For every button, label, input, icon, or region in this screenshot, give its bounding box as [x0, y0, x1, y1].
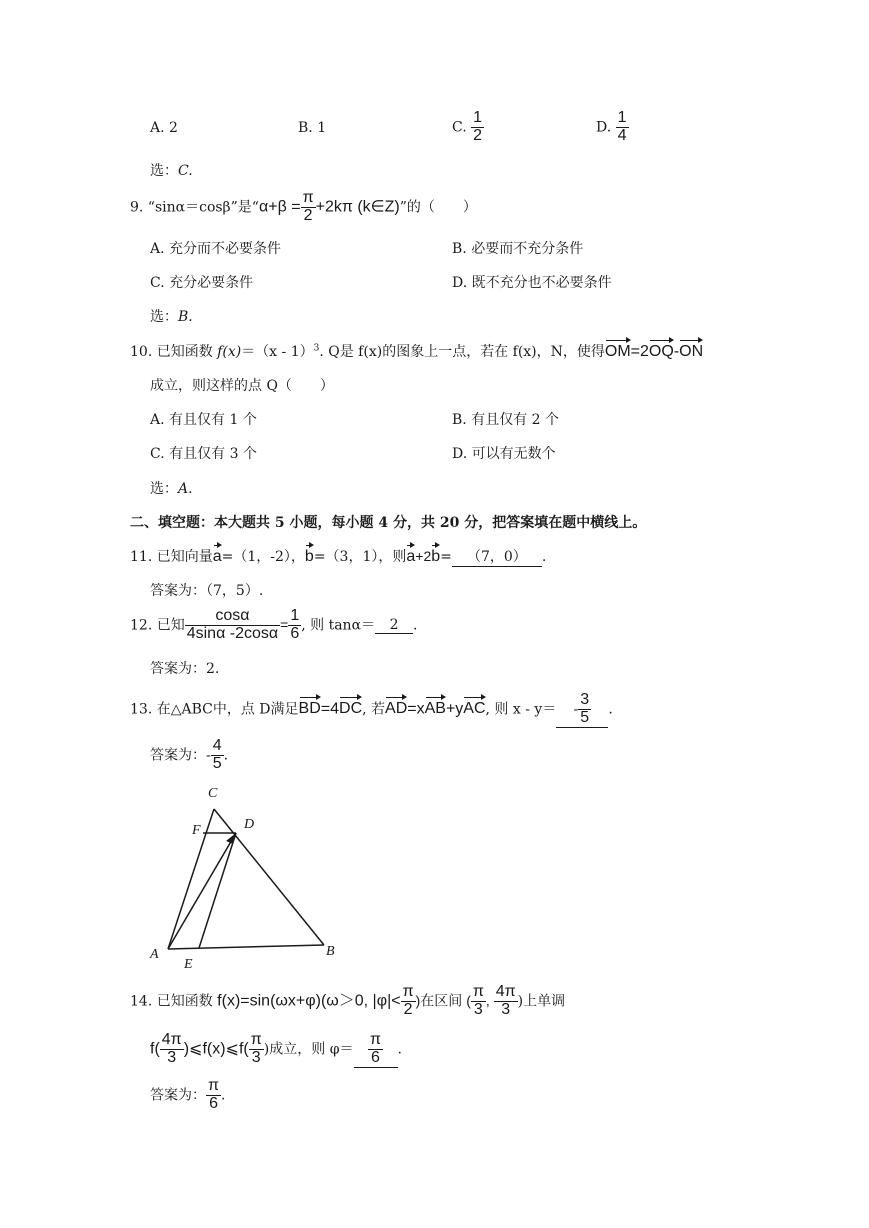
vector-a: a [212, 548, 222, 565]
q8-option-d: D. $\frac{1}{4}$ [596, 109, 627, 144]
q12-answer: 答案为：2. [150, 661, 220, 677]
vector-dc: DC [339, 700, 363, 718]
arrowhead-d [226, 833, 236, 844]
q8-option-c-fraction: $\frac{1}{2}$ [473, 109, 483, 144]
label-e: E [184, 957, 193, 972]
q9-stem: 9. “sinα＝cosβ”是“α+β = $\frac{\pi}{2}$ +2kπ (k∈Z)”的（ ） [130, 189, 477, 224]
label-b: B [326, 944, 335, 959]
q12-fraction: $\frac{\cos\alpha}{4\sin\alpha -2\cos\alpha}$ [186, 607, 279, 642]
q10-option-c: C. 有且仅有 3 个 [150, 446, 257, 462]
vector-om: OM [604, 343, 631, 360]
q8-option-d-fraction: $\frac{1}{4}$ [617, 109, 627, 144]
q10-option-d: D. 可以有无数个 [452, 446, 556, 462]
q14-answer-blank: $\frac{\pi}{6}$ [354, 1032, 398, 1068]
segment-ed [199, 833, 236, 948]
label-a: A [150, 947, 159, 962]
segment-ad [168, 833, 236, 949]
q8-option-a: A. 2 [150, 120, 178, 136]
q13-answer: 答案为：- $\frac{4}{5}$ . [150, 737, 229, 772]
vector-bd: BD [298, 700, 321, 718]
q12-rhs-fraction: $\frac{1}{6}$ [290, 607, 300, 642]
q14-stem-line2: f( $\frac{4\pi}{3}$ )⩽f(x)⩽f( $\frac{\pi}{3}$ )成立，则 φ＝ $\frac{\pi}{6}$ . [150, 1031, 402, 1066]
q9-answer: 选：B. [150, 309, 193, 325]
q10-stem-line2: 成立，则这样的点 Q（ ） [150, 378, 334, 394]
q8-option-c: C. $\frac{1}{2}$ [452, 109, 483, 144]
label-c: C [208, 786, 218, 801]
q13-stem: 13. 在△ABC中，点 D满足BD=4DC, 若AD=xAB+yAC, 则 x - y＝ - $\frac{3}{5}$ . [130, 691, 613, 726]
section-heading: 二、填空题：本大题共 5 小题，每小题 4 分，共 20 分，把答案填在题中横线上。 [130, 515, 647, 531]
q10-option-a: A. 有且仅有 1 个 [150, 412, 257, 428]
q10-stem: 10. 已知函数 f(x)＝（x - 1）$^3$. Q是 f(x)的图象上一点，若在 f(x)，N，使得OM=2OQ-ON [130, 343, 704, 360]
q12-stem: 12. 已知 $\frac{\cos\alpha}{4\sin\alpha -2\cos\alpha}$ = $\frac{1}{6}$ , 则 tanα＝ 2 . [130, 607, 418, 642]
q14-stem: 14. 已知函数 f(x)=sin(ωx+φ)(ω＞0, |φ|< $\frac{\pi}{2}$ )在区间 ( $\frac{\pi}{3}$ , $\frac{4\pi}{3}$ )上单调 [130, 983, 566, 1018]
label-d: D [244, 817, 255, 832]
side-ac [168, 809, 214, 949]
triangle-figure [140, 775, 350, 975]
side-cb [214, 809, 324, 945]
q9-option-a: A. 充分而不必要条件 [150, 241, 282, 257]
q9-option-c: C. 充分必要条件 [150, 275, 254, 291]
q14-answer: 答案为： $\frac{\pi}{6}$ . [150, 1077, 226, 1112]
q8-answer: 选：C. [150, 163, 193, 179]
q8-option-b: B. 1 [298, 120, 327, 136]
vector-oq: OQ [648, 343, 674, 360]
side-ab [168, 945, 324, 949]
q9-option-b: B. 必要而不充分条件 [452, 241, 584, 257]
vector-ac: AC [463, 700, 486, 718]
q9-fraction: $\frac{\pi}{2}$ [302, 189, 314, 224]
label-f: F [192, 823, 201, 838]
q12-answer-blank: 2 [375, 617, 413, 634]
q10-option-b: B. 有且仅有 2 个 [452, 412, 559, 428]
q9-option-d: D. 既不充分也不必要条件 [452, 275, 612, 291]
q11-answer-blank: （7，0） [452, 546, 542, 567]
vector-ab: AB [424, 700, 446, 718]
q10-answer: 选：A. [150, 481, 193, 497]
vector-ad: AD [385, 700, 408, 718]
q11-answer: 答案为：（7，5）. [150, 583, 264, 599]
q13-answer-blank: - $\frac{3}{5}$ [556, 692, 608, 728]
vector-on: ON [679, 343, 704, 360]
vector-b: b [304, 548, 314, 565]
q11-stem: 11. 已知向量a=（1，-2），b=（3，1），则a+2b= （7，0） . [130, 548, 547, 565]
